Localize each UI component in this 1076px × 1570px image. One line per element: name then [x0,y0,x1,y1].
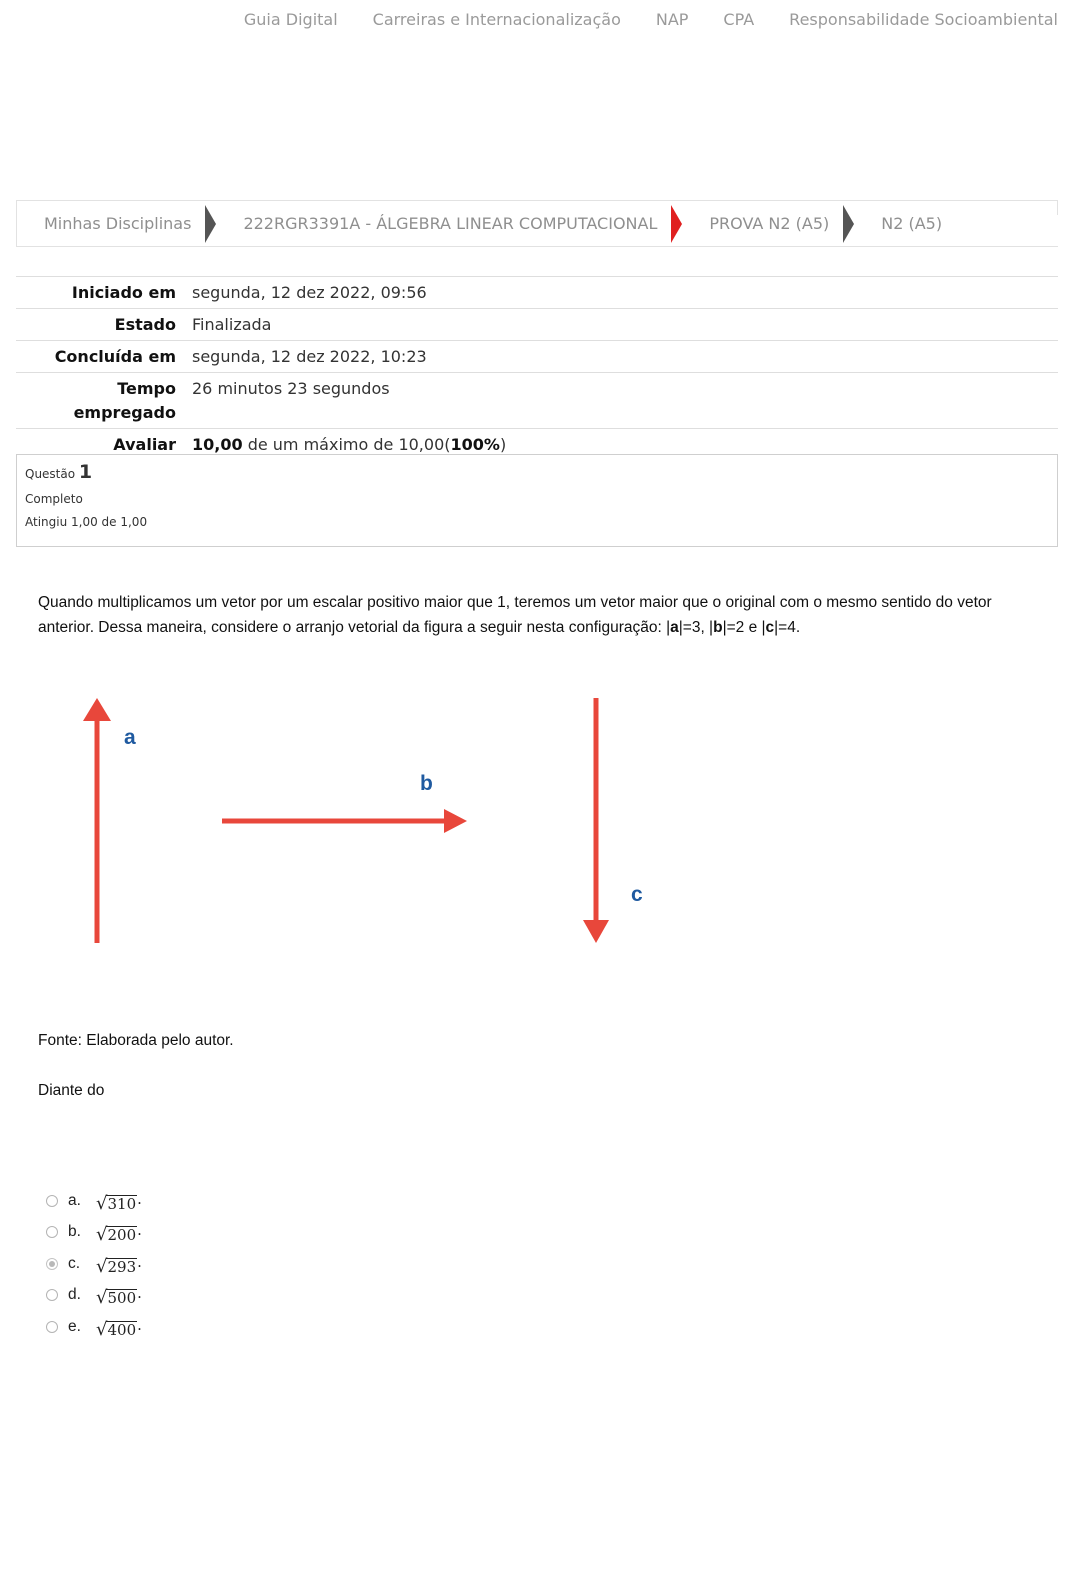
sqrt-expression [96,1226,142,1244]
vector-b-label: b [420,772,433,795]
vector-a-ref: a [670,619,679,636]
question-text-part: |=2 e | [722,619,766,636]
breadcrumb-separator-icon [671,205,682,243]
vector-c-ref: c [765,619,775,636]
started-value: segunda, 12 dez 2022, 09:56 [184,277,1058,309]
answer-option-b[interactable] [46,1217,142,1249]
time-value: 26 minutos 23 segundos [184,373,1058,429]
breadcrumb-corner [1029,200,1058,215]
option-letter: d. [68,1286,81,1304]
dot: · [137,1319,142,1338]
sqrt-icon: √ [96,1192,108,1214]
grade-mid: de um máximo de 10,00( [242,435,451,454]
radio-button[interactable] [46,1321,58,1333]
option-letter: b. [68,1223,81,1241]
answer-option-e[interactable] [46,1311,142,1343]
breadcrumb-separator-icon [843,205,854,243]
nav-cpa[interactable]: CPA [723,10,755,29]
breadcrumb-minhas-disciplinas[interactable]: Minhas Disciplinas [44,214,192,233]
dot: · [137,1288,142,1307]
answer-option-d[interactable] [46,1280,142,1312]
started-label: Iniciado em [16,277,184,309]
question-text-part: Quando multiplicamos um vetor por um escalar positivo maior que 1, teremos um vetor maior que o original com o mesmo sentido do vetor anterior. Dessa maneira, considere o arranjo vetorial da figura a seguir nesta configuração: | [38,594,992,636]
vector-b-ref: b [713,619,723,636]
question-label: Questão [25,467,76,481]
sqrt-expression [96,1289,142,1307]
answer-option-a[interactable] [46,1185,142,1217]
vector-c-label: c [631,883,643,906]
vector-a-label: a [124,726,136,749]
sqrt-icon: √ [96,1255,108,1277]
sqrt-icon: √ [96,1318,108,1340]
summary-row-time [16,373,1058,429]
vector-a-arrow [83,698,111,943]
question-mark: Atingiu 1,00 de 1,00 [25,515,148,529]
summary-row-completed [16,341,1058,373]
nav-guia-digital[interactable]: Guia Digital [243,10,338,29]
summary-row-state [16,309,1058,341]
top-nav [209,10,1058,29]
radio-button[interactable] [46,1289,58,1301]
option-letter: c. [68,1254,81,1272]
nav-responsabilidade[interactable]: Responsabilidade Socioambiental [789,10,1058,29]
sqrt-expression [96,1318,142,1340]
option-letter: e. [68,1317,81,1335]
question-text [38,590,1038,640]
option-letter: a. [68,1191,81,1209]
radicand: 293 [107,1257,137,1276]
question-number-value: 1 [78,461,93,483]
grade-percent: 100% [450,435,500,454]
dot: · [137,1193,142,1212]
sqrt-expression [96,1192,142,1214]
question-number [25,461,1049,483]
vector-c-arrow [583,698,609,943]
time-label [16,373,184,429]
radicand: 400 [107,1320,137,1339]
question-status: Completo [25,492,83,506]
grade-score: 10,00 [192,435,243,454]
breadcrumb-exam[interactable]: PROVA N2 (A5) [709,214,830,233]
grade-label: Avaliar [16,429,184,461]
vector-b-arrow [222,809,467,833]
nav-carreiras[interactable]: Carreiras e Internacionalização [372,10,621,29]
radicand: 310 [107,1194,137,1213]
breadcrumb-current[interactable]: N2 (A5) [881,214,943,233]
question-text-part: |=4. [774,619,801,636]
grade-end: ) [499,435,507,454]
completed-label: Concluída em [16,341,184,373]
time-label-line1: Tempo [117,379,176,398]
sqrt-icon: √ [96,1287,108,1309]
dot: · [137,1256,142,1275]
radicand: 500 [107,1289,137,1308]
radio-button[interactable] [46,1195,58,1207]
time-label-line2: empregado [73,403,176,422]
breadcrumb-separator-icon [205,205,216,243]
state-label: Estado [16,309,184,341]
dot: · [137,1225,142,1244]
breadcrumb [16,200,1058,247]
sqrt-icon: √ [96,1224,108,1246]
summary-row-started [16,277,1058,309]
attempt-summary-table [16,276,1058,461]
answer-options [46,1185,142,1343]
state-value: Finalizada [184,309,1058,341]
radio-button[interactable] [46,1226,58,1238]
nav-nap[interactable]: NAP [655,10,689,29]
breadcrumb-course[interactable]: 222RGR3391A - ÁLGEBRA LINEAR COMPUTACIONAL [243,214,658,233]
completed-value: segunda, 12 dez 2022, 10:23 [184,341,1058,373]
question-info-box [16,454,1058,547]
radicand: 200 [107,1226,137,1245]
sqrt-expression [96,1255,142,1277]
question-text-part: |=3, | [678,619,714,636]
radio-button-selected[interactable] [46,1258,58,1270]
question-prompt: Diante do [38,1082,105,1099]
answer-option-c[interactable] [46,1248,142,1280]
figure-source: Fonte: Elaborada pelo autor. [38,1032,234,1049]
vector-figure [38,690,698,960]
